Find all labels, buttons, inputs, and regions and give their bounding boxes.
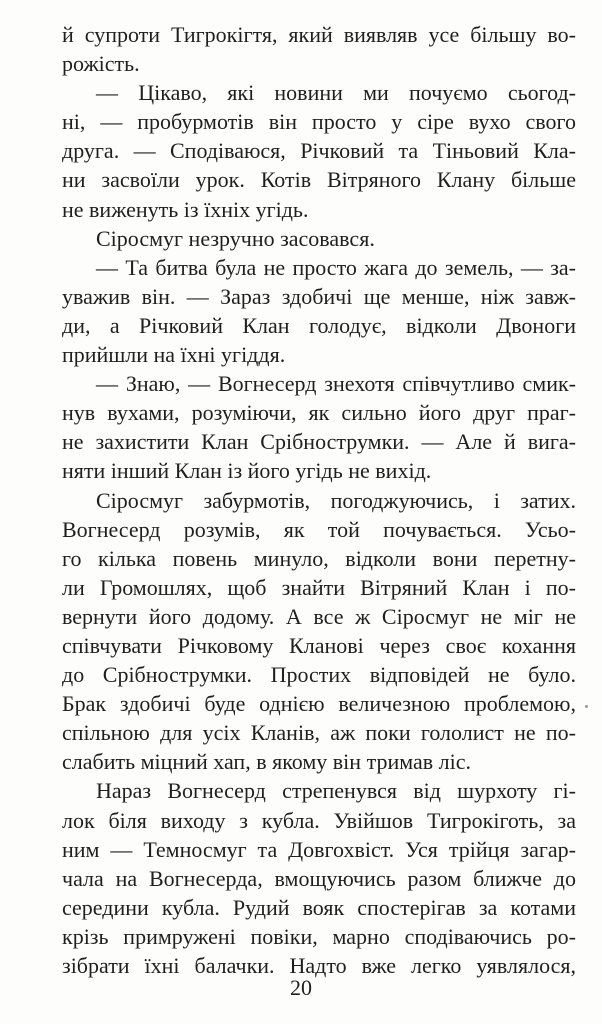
- text-line: го кілька повень минуло, відколи вони перетну-: [62, 545, 576, 571]
- text-line: крізь примружені повіки, марно сподіваючись ро-: [62, 923, 576, 949]
- text-line: — Цікаво, які новини ми почуємо сьогод-: [96, 80, 576, 106]
- text-line: Нараз Вогнесерд стрепенувся від шурхоту гі-: [96, 778, 576, 804]
- text-line: Брак здобичі буде однією величезною проблемою,: [62, 691, 576, 717]
- text-line: Сіросмуг незручно засовався.: [96, 225, 375, 251]
- text-line: ні, — пробурмотів він просто у сіре вухо свого: [62, 109, 576, 135]
- text-line: не захистити Клан Срібнострумки. — Але й вига-: [62, 429, 576, 455]
- text-line: друга. — Сподіваюся, Річковий та Тіньовий Кла-: [62, 138, 576, 164]
- text-line: уважив він. — Зараз здобичі ще менше, ніж завж-: [62, 283, 576, 309]
- print-speck: [585, 705, 588, 708]
- text-line: ним — Темносмуг та Довгохвіст. Уся трійця загар-: [62, 836, 576, 862]
- text-line: няти інший Клан із його угідь не вихід.: [62, 458, 432, 484]
- text-line: Сіросмуг забурмотів, погоджуючись, і затих.: [96, 487, 576, 513]
- text-line: слабить міцний хап, в якому він тримав ліс.: [62, 749, 471, 775]
- text-line: Вогнесерд розумів, як той почувається. Усьо-: [62, 516, 576, 542]
- text-line: зібрати їхні балачки. Надто вже легко уявлялося,: [62, 953, 576, 978]
- text-line: лок біля виходу з кубла. Увійшов Тигрокіготь, за: [62, 807, 576, 833]
- text-line: середини кубла. Рудий вояк спостерігав за котами: [62, 894, 576, 920]
- text-line: до Срібнострумки. Простих відповідей не було.: [62, 662, 576, 688]
- text-line: чала на Вогнесерда, вмощуючись разом ближче до: [62, 865, 576, 891]
- text-line: не виженуть із їхніх угідь.: [62, 196, 309, 222]
- text-line: нув вухами, розуміючи, як сильно його друг праг-: [62, 400, 576, 426]
- text-line: ди, а Річковий Клан голодує, відколи Двоноги: [62, 312, 576, 338]
- text-line: спільною для усіх Кланів, аж поки гололист не по-: [62, 720, 576, 746]
- page-number: 20: [290, 975, 312, 1000]
- text-line: вернути його додому. А все ж Сіросмуг не міг не: [62, 603, 576, 629]
- text-line: співчувати Річковому Кланові через своє кохання: [62, 632, 576, 658]
- text-line: — Та битва була не просто жага до земель, — за-: [96, 254, 576, 280]
- body-text: [62, 20, 576, 980]
- text-line: рожість.: [62, 51, 140, 77]
- text-line: — Знаю, — Вогнесерд знехотя співчутливо смик-: [96, 371, 576, 397]
- text-line: ли Громошлях, щоб знайти Вітряний Клан і по-: [62, 574, 576, 600]
- text-line: прийшли на їхні угіддя.: [62, 342, 286, 368]
- text-line: й супроти Тигрокігтя, який виявляв усе більшу во-: [62, 22, 576, 47]
- text-line: ни засвоїли урок. Котів Вітряного Клану більше: [62, 167, 576, 193]
